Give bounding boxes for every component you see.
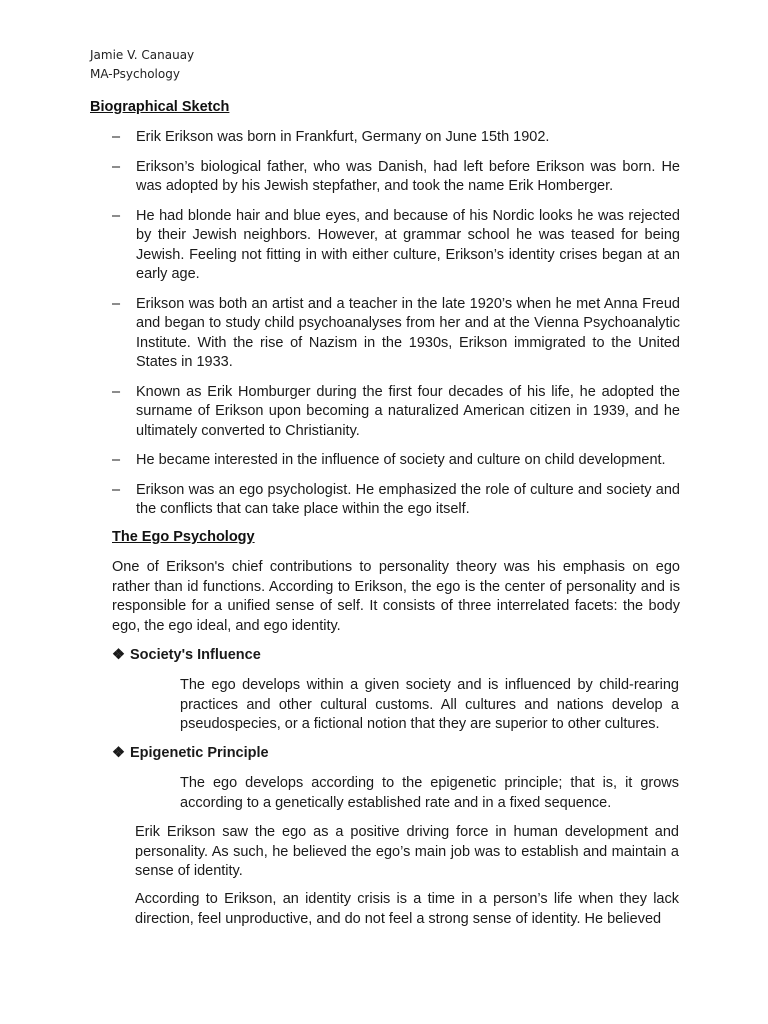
list-item-text: Erikson was an ego psychologist. He emphasized the role of culture and society and the conflicts that can take place within the ego itself.	[136, 481, 680, 517]
dash-marker: –	[112, 129, 121, 145]
list-item	[112, 295, 680, 373]
identity-crisis-paragraph: According to Erikson, an identity crisis is a time in a person’s life when they lack direction, feel unproductive, and do not feel a strong sense of identity. He believed	[135, 891, 679, 927]
author-name: Jamie V. Canauay	[90, 48, 195, 62]
list-item-text: Erik Erikson was born in Frankfurt, Germany on June 15th 1902.	[136, 129, 550, 145]
ego-psychology-intro: One of Erikson's chief contributions to personality theory was his emphasis on ego rather than id functions. According to Erikson, the ego is the center of personality and is responsible for a unified sense of self. It consists of three interrelated facets: the body ego, the ego ideal, and ego identity.	[112, 559, 680, 634]
dash-marker: –	[112, 158, 121, 175]
list-item	[112, 128, 680, 148]
list-item	[112, 481, 680, 520]
driving-force-paragraph: Erik Erikson saw the ego as a positive driving force in human development and personality. As such, he believed the ego’s main job was to establish and maintain a sense of identity.	[135, 824, 679, 879]
list-item	[112, 158, 680, 197]
epigenetic-principle-heading	[112, 744, 269, 764]
dash-marker: –	[112, 383, 121, 400]
dash-marker: –	[112, 452, 121, 468]
author-block	[90, 46, 194, 84]
ego-psychology-heading: The Ego Psychology	[112, 529, 255, 545]
list-item-text: Erikson was both an artist and a teacher in the late 1920’s when he met Anna Freud and began to study child psychoanalyses from her and at the Vienna Psychoanalytic Institute. With the rise of Nazism in the 1930s, Erikson immigrated to the United States in 1933.	[136, 295, 680, 370]
societys-influence-heading	[112, 646, 261, 666]
list-item	[112, 451, 680, 471]
diamond-bullet-icon: ❖	[112, 745, 125, 761]
epigenetic-principle-title: Epigenetic Principle	[130, 745, 269, 761]
list-item-text: He became interested in the influence of society and culture on child development.	[136, 452, 666, 468]
societys-influence-title: Society's Influence	[130, 647, 261, 663]
biography-bullet-list	[112, 128, 680, 530]
diamond-bullet-icon: ❖	[112, 647, 125, 663]
epigenetic-principle-text: The ego develops according to the epigenetic principle; that is, it grows according to a genetically established rate and in a fixed sequence.	[180, 775, 679, 811]
biographical-sketch-heading: Biographical Sketch	[90, 99, 230, 115]
list-item	[112, 383, 680, 442]
societys-influence-text: The ego develops within a given society and is influenced by child-rearing practices and other cultural customs. All cultures and nations develop a pseudospecies, or a fictional notion that they are superior to other cultures.	[180, 677, 679, 732]
list-item-text: Known as Erik Homburger during the first four decades of his life, he adopted the surname of Erikson upon becoming a naturalized American citizen in 1939, and he ultimately converted to Christianity.	[136, 383, 680, 439]
list-item-text: Erikson’s biological father, who was Danish, had left before Erikson was born. He was adopted by his Jewish stepfather, and took the name Erik Homberger.	[136, 158, 680, 194]
list-item-text: He had blonde hair and blue eyes, and because of his Nordic looks he was rejected by their Jewish neighbors. However, at grammar school he was teased for being Jewish. Feeling not fitting in with either culture, Erikson’s identity crises began at an early age.	[136, 207, 680, 282]
dash-marker: –	[112, 295, 121, 312]
dash-marker: –	[112, 207, 121, 224]
author-program: MA-Psychology	[90, 67, 180, 81]
dash-marker: –	[112, 481, 121, 498]
list-item	[112, 207, 680, 285]
